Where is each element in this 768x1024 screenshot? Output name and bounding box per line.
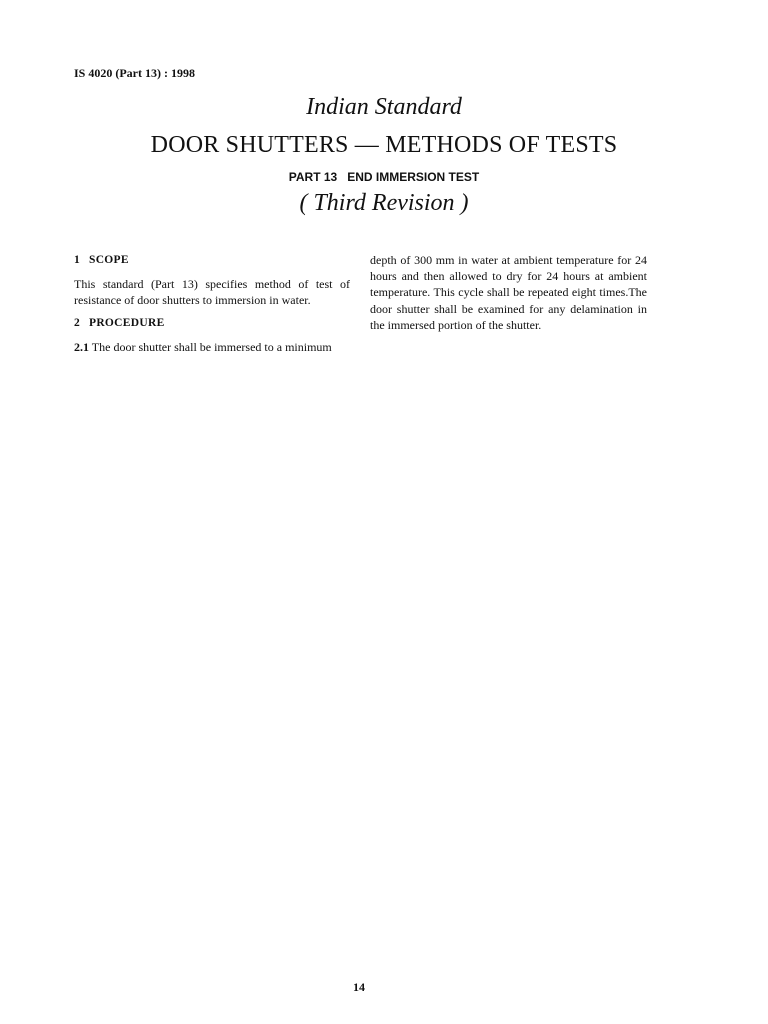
part-label: PART 13	[288, 170, 338, 184]
procedure-heading-text: PROCEDURE	[89, 316, 165, 329]
scope-paragraph: This standard (Part 13) specifies method of test of resistance of door shutters to immersion in water.	[74, 277, 350, 308]
part-name: END IMMERSION TEST	[347, 170, 480, 184]
standard-name: Indian Standard	[306, 94, 462, 120]
page-number: 14	[353, 980, 365, 994]
scope-heading-text: SCOPE	[89, 254, 129, 266]
revision-label: ( Third Revision )	[299, 190, 469, 216]
page-title: DOOR SHUTTERS — METHODS OF TESTS	[150, 132, 618, 158]
procedure-number: 2	[74, 316, 81, 329]
scope-number: 1	[74, 254, 81, 266]
scope-heading	[74, 252, 350, 268]
procedure-text-left: The door shutter shall be immersed to a minimum	[91, 339, 332, 354]
procedure-heading	[74, 315, 350, 331]
part-subtitle	[0, 170, 768, 184]
clause-number: 2.1	[74, 339, 89, 354]
procedure-paragraph-start	[74, 339, 350, 355]
left-column	[74, 252, 350, 361]
procedure-paragraph-continued: depth of 300 mm in water at ambient temperature for 24 hours and then allowed to dry for 24 hours at ambient temperature. This cycle shall be repeated eight times.The door shutter shall be examined for any delamination in the immersed portion of the shutter.	[370, 253, 647, 332]
document-code: IS 4020 (Part 13) : 1998	[74, 66, 195, 80]
right-column	[370, 252, 647, 339]
